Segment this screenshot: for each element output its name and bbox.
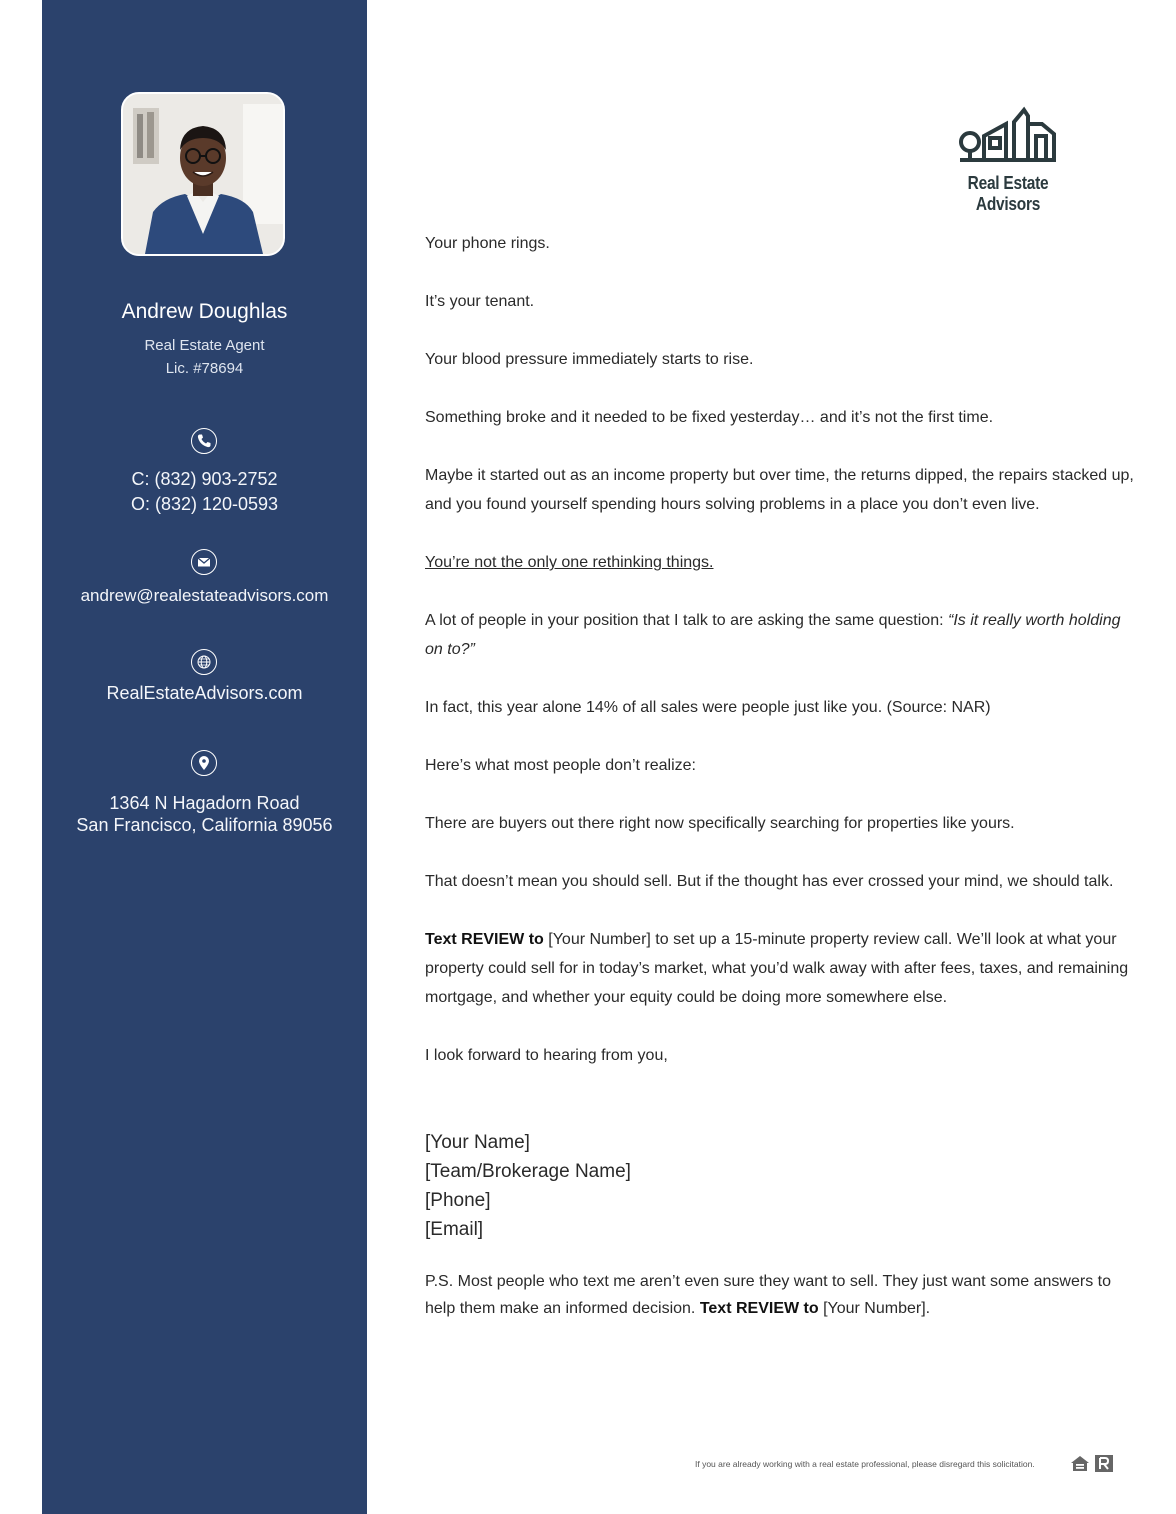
agent-license: Lic. #78694 bbox=[165, 360, 244, 377]
letter-paragraph: That doesn’t mean you should sell. But if the thought has ever crossed your mind, we should talk. bbox=[425, 873, 1114, 890]
agent-photo bbox=[121, 92, 285, 256]
cta-bold: Text REVIEW to bbox=[425, 931, 544, 948]
agent-role bbox=[42, 334, 367, 380]
equal-housing-icon bbox=[1070, 1454, 1090, 1474]
letter-underlined-line: You’re not the only one rethinking things. bbox=[425, 554, 714, 571]
letter-paragraph: Your blood pressure immediately starts to rise. bbox=[425, 351, 754, 368]
ps-rest: [Your Number]. bbox=[818, 1300, 931, 1317]
email-link[interactable]: andrew@realestateadvisors.com bbox=[80, 586, 329, 605]
agent-name: Andrew Doughlas bbox=[121, 300, 288, 323]
question-intro: A lot of people in your position that I talk to are asking the same question: bbox=[425, 612, 948, 629]
cta-text: [Your Number] to set up a 15-minute property review call. We’ll look at what your property could sell for in today’s market, what you’d walk away with after fees, taxes, and remaining mortgage, and whether your equity could be doing more somewhere else. bbox=[425, 931, 1129, 1006]
legal-icons bbox=[1070, 1454, 1114, 1479]
question-quote: “Is it really worth holding on to?” bbox=[425, 612, 1121, 658]
letter-paragraph: Here’s what most people don’t realize: bbox=[425, 757, 696, 774]
letter-paragraph: There are buyers out there right now specifically searching for properties like yours. bbox=[425, 815, 1015, 832]
phone-cell[interactable]: C: (832) 903-2752 bbox=[131, 469, 278, 489]
letter-paragraph: Something broke and it needed to be fixed yesterday… and it’s not the first time. bbox=[425, 409, 994, 426]
agent-title: Real Estate Agent bbox=[144, 337, 265, 354]
ps-bold: Text REVIEW to bbox=[699, 1300, 819, 1317]
call-to-action bbox=[425, 925, 1139, 1012]
address-line1: 1364 N Hagadorn Road bbox=[109, 793, 300, 813]
envelope-icon bbox=[191, 549, 217, 575]
letter-body bbox=[425, 229, 1139, 1322]
letter-paragraph: Maybe it started out as an income property but over time, the returns dipped, the repairs stacked up, and you found yourself spending hours solving problems in a place you don’t even live. bbox=[425, 467, 1134, 513]
letter-paragraph: In fact, this year alone 14% of all sales were people just like you. (Source: NAR) bbox=[425, 699, 991, 716]
brand-name: Real Estate Advisors bbox=[967, 173, 1049, 214]
letter-paragraph: It’s your tenant. bbox=[425, 293, 535, 310]
sidebar bbox=[42, 0, 367, 1514]
postscript bbox=[425, 1268, 1139, 1322]
address-line2: San Francisco, California 89056 bbox=[76, 815, 333, 835]
letter-paragraph: Your phone rings. bbox=[425, 235, 550, 252]
realtor-icon bbox=[1094, 1454, 1114, 1474]
phone-icon bbox=[191, 428, 217, 454]
house-logo-icon bbox=[956, 104, 1060, 164]
signature-email: [Email] bbox=[425, 1219, 484, 1240]
closing-line: I look forward to hearing from you, bbox=[425, 1047, 668, 1064]
signature-name: [Your Name] bbox=[425, 1132, 530, 1153]
map-pin-icon bbox=[191, 750, 217, 776]
phone-office[interactable]: O: (832) 120-0593 bbox=[130, 494, 279, 514]
website-link[interactable]: RealEstateAdvisors.com bbox=[106, 683, 303, 703]
signature-phone: [Phone] bbox=[425, 1190, 491, 1211]
disclaimer: If you are already working with a real estate professional, please disregard this solicitation. bbox=[695, 1459, 1035, 1469]
signature-team: [Team/Brokerage Name] bbox=[425, 1161, 631, 1182]
signature-block bbox=[425, 1128, 1139, 1244]
letter-paragraph bbox=[425, 606, 1139, 664]
ps-text: P.S. Most people who text me aren’t even sure they want to sell. They just want some answers to help them make an informed decision. bbox=[425, 1273, 1111, 1317]
brand-logo bbox=[930, 104, 1086, 215]
globe-icon bbox=[191, 649, 217, 675]
